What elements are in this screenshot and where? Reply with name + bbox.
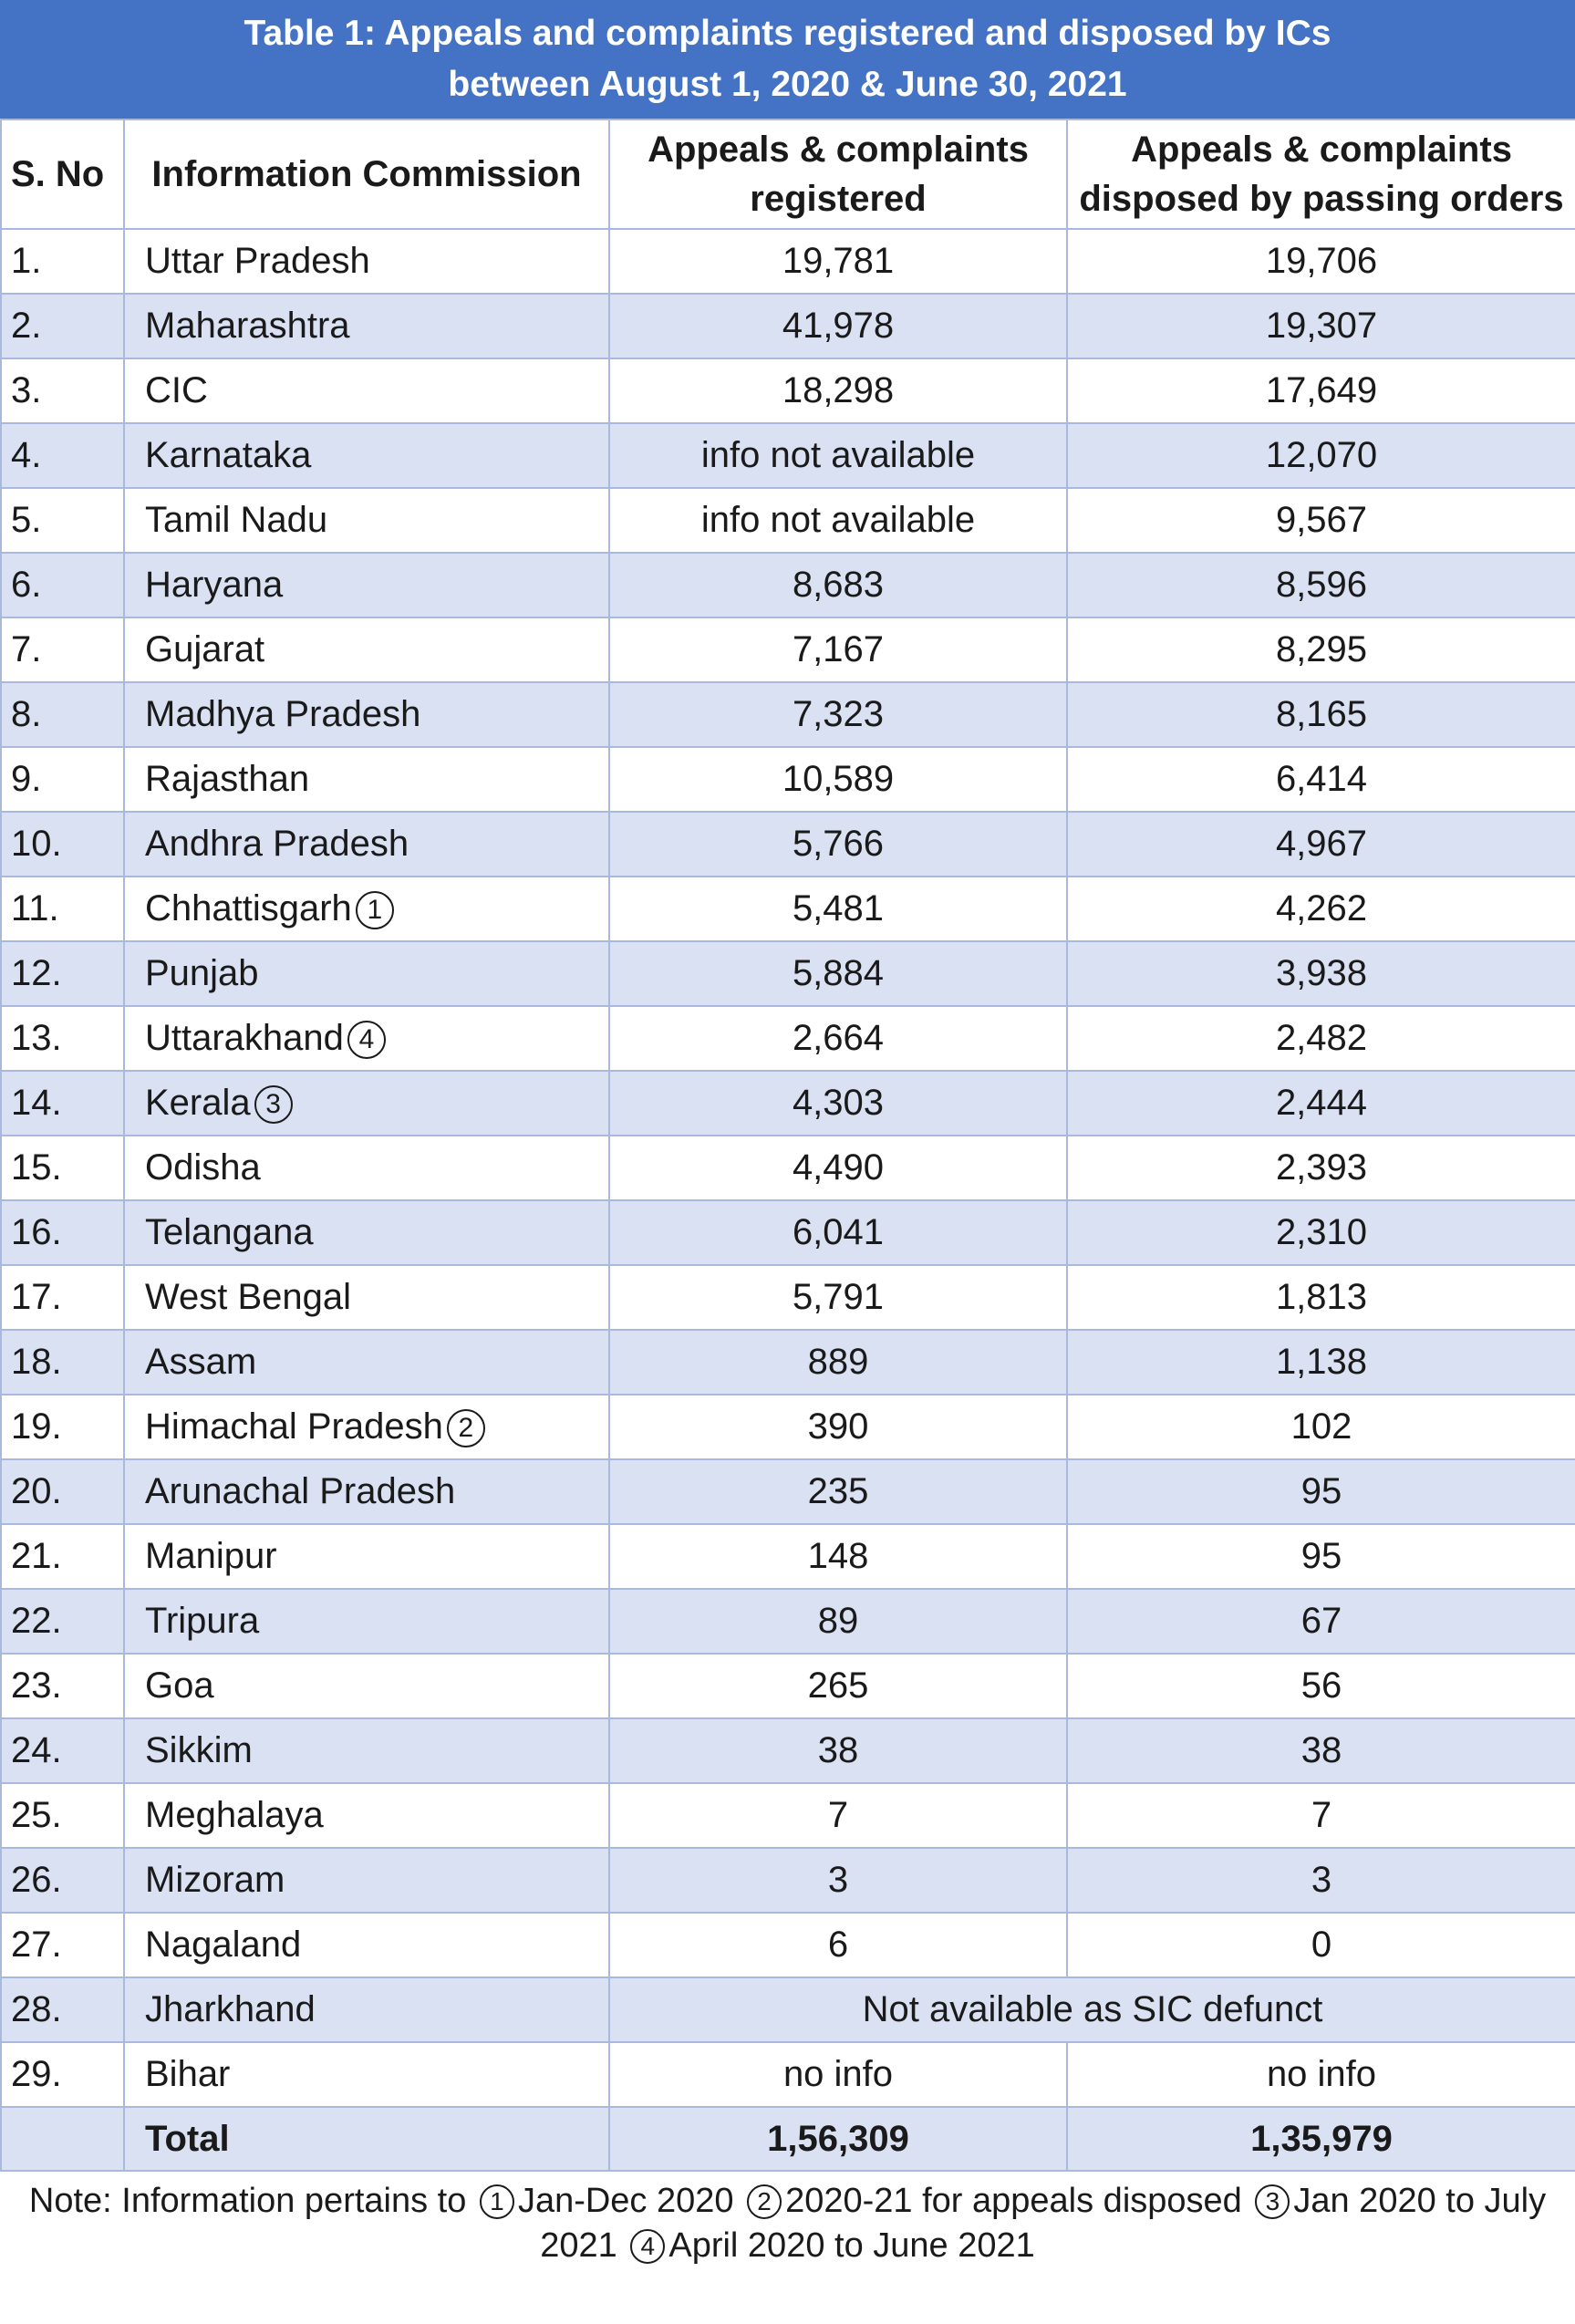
row-sno: 15. (1, 1136, 124, 1200)
row-sno: 3. (1, 358, 124, 423)
row-disposed: 17,649 (1067, 358, 1575, 423)
row-registered: 2,664 (609, 1006, 1067, 1071)
row-disposed: 12,070 (1067, 423, 1575, 488)
row-name-text: Haryana (145, 565, 284, 605)
row-disposed: 8,596 (1067, 553, 1575, 617)
table-row (1, 941, 1575, 1006)
row-registered: 265 (609, 1654, 1067, 1718)
note-text-1: Jan-Dec 2020 (517, 2182, 734, 2220)
row-sno: 27. (1, 1913, 124, 1977)
row-disposed: 95 (1067, 1459, 1575, 1524)
row-sno: 9. (1, 747, 124, 812)
total-sno-empty (1, 2107, 124, 2171)
row-registered: info not available (609, 488, 1067, 553)
row-disposed: 8,165 (1067, 682, 1575, 747)
row-sno: 25. (1, 1783, 124, 1848)
note-text-2: 2020-21 for appeals disposed (785, 2182, 1242, 2220)
row-disposed: 3,938 (1067, 941, 1575, 1006)
row-name-text: Himachal Pradesh (145, 1406, 443, 1447)
table-row-bihar (1, 2042, 1575, 2107)
row-name-text: Nagaland (145, 1925, 302, 1965)
row-sno: 1. (1, 229, 124, 294)
row-registered: info not available (609, 423, 1067, 488)
header-commission: Information Commission (124, 119, 609, 229)
note-prefix: Note: Information pertains to (28, 2182, 467, 2220)
row-disposed: 8,295 (1067, 617, 1575, 682)
row-disposed: 2,482 (1067, 1006, 1575, 1071)
table-row (1, 1265, 1575, 1330)
row-sno: 24. (1, 1718, 124, 1783)
row-disposed: 1,138 (1067, 1330, 1575, 1395)
note-marker-3: 3 (1255, 2184, 1290, 2219)
row-name (124, 1654, 609, 1718)
row-name-text: Kerala (145, 1083, 251, 1123)
note-line1 (0, 2179, 1575, 2224)
row-name-text: Mizoram (145, 1860, 285, 1900)
row-disposed: 1,813 (1067, 1265, 1575, 1330)
row-name-text: Gujarat (145, 629, 265, 669)
row-name (124, 1200, 609, 1265)
row-disposed: 102 (1067, 1395, 1575, 1459)
row-name (124, 877, 609, 941)
row-name-text: Karnataka (145, 435, 312, 475)
row-sno: 5. (1, 488, 124, 553)
row-name (124, 1330, 609, 1395)
row-sno: 23. (1, 1654, 124, 1718)
total-label: Total (124, 2107, 609, 2171)
row-name-text: Goa (145, 1665, 214, 1706)
table-row (1, 617, 1575, 682)
row-registered: 18,298 (609, 358, 1067, 423)
header-disposed-line1: Appeals & complaints (1131, 130, 1512, 170)
table-row (1, 1913, 1575, 1977)
table-row (1, 423, 1575, 488)
row-sno: 16. (1, 1200, 124, 1265)
row-disposed: 56 (1067, 1654, 1575, 1718)
table-title (0, 0, 1575, 119)
row-sno: 20. (1, 1459, 124, 1524)
row-sno: 13. (1, 1006, 124, 1071)
row-name (124, 1006, 609, 1071)
row-sno: 7. (1, 617, 124, 682)
row-name: Jharkhand (124, 1977, 609, 2042)
table-row (1, 1071, 1575, 1136)
table-row (1, 488, 1575, 553)
row-name-text: Chhattisgarh (145, 888, 352, 929)
row-sno: 11. (1, 877, 124, 941)
row-sno: 12. (1, 941, 124, 1006)
row-registered: 10,589 (609, 747, 1067, 812)
row-name-text: Odisha (145, 1147, 261, 1188)
table-title-line2: between August 1, 2020 & June 30, 2021 (448, 65, 1127, 104)
row-registered: 19,781 (609, 229, 1067, 294)
note-text-4: April 2020 to June 2021 (668, 2226, 1035, 2265)
row-name (124, 229, 609, 294)
row-sno: 22. (1, 1589, 124, 1654)
row-name-text: Sikkim (145, 1730, 253, 1770)
row-registered: 148 (609, 1524, 1067, 1589)
row-name (124, 1265, 609, 1330)
row-sno: 18. (1, 1330, 124, 1395)
row-name-text: Andhra Pradesh (145, 824, 409, 864)
table-row (1, 294, 1575, 358)
row-sno: 6. (1, 553, 124, 617)
table-row (1, 1848, 1575, 1913)
row-registered: 4,303 (609, 1071, 1067, 1136)
row-disposed: 9,567 (1067, 488, 1575, 553)
row-name-text: Uttar Pradesh (145, 241, 370, 281)
row-disposed: no info (1067, 2042, 1575, 2107)
table-row (1, 553, 1575, 617)
row-disposed: 2,393 (1067, 1136, 1575, 1200)
row-name (124, 423, 609, 488)
row-disposed: 0 (1067, 1913, 1575, 1977)
table-note (0, 2172, 1575, 2268)
row-name (124, 1718, 609, 1783)
row-registered: no info (609, 2042, 1067, 2107)
row-registered: 235 (609, 1459, 1067, 1524)
row-registered: 5,884 (609, 941, 1067, 1006)
row-disposed: 67 (1067, 1589, 1575, 1654)
row-registered: 41,978 (609, 294, 1067, 358)
row-name (124, 747, 609, 812)
row-sno: 21. (1, 1524, 124, 1589)
header-registered-line2: registered (750, 179, 927, 219)
row-disposed: 2,444 (1067, 1071, 1575, 1136)
table-row (1, 747, 1575, 812)
table-row (1, 1589, 1575, 1654)
row-name (124, 553, 609, 617)
row-name-text: CIC (145, 370, 208, 410)
note-marker-1: 1 (480, 2184, 514, 2219)
row-disposed: 4,967 (1067, 812, 1575, 877)
row-name (124, 1071, 609, 1136)
table-row (1, 812, 1575, 877)
row-disposed: 19,706 (1067, 229, 1575, 294)
row-sno: 29. (1, 2042, 124, 2107)
total-disposed: 1,35,979 (1067, 2107, 1575, 2171)
row-name (124, 1913, 609, 1977)
row-disposed: 38 (1067, 1718, 1575, 1783)
note-text-3: Jan 2020 to July (1293, 2182, 1547, 2220)
row-sno: 17. (1, 1265, 124, 1330)
row-disposed: 2,310 (1067, 1200, 1575, 1265)
row-name (124, 941, 609, 1006)
row-name (124, 1848, 609, 1913)
footnote-marker: 1 (356, 891, 394, 929)
row-name-text: Punjab (145, 953, 259, 993)
row-name-text: Uttarakhand (145, 1018, 344, 1058)
row-registered: 38 (609, 1718, 1067, 1783)
row-registered: 390 (609, 1395, 1067, 1459)
table-row (1, 1459, 1575, 1524)
table-row (1, 1718, 1575, 1783)
row-name (124, 682, 609, 747)
row-name (124, 488, 609, 553)
note-marker-2: 2 (747, 2184, 782, 2219)
row-name (124, 1589, 609, 1654)
row-disposed: 95 (1067, 1524, 1575, 1589)
header-sno: S. No (1, 119, 124, 229)
appeals-table (0, 119, 1575, 2172)
row-name (124, 1783, 609, 1848)
row-disposed: 6,414 (1067, 747, 1575, 812)
table-title-line1: Table 1: Appeals and complaints registered and disposed by ICs (244, 14, 1331, 53)
row-name-text: West Bengal (145, 1277, 352, 1317)
row-registered: 5,766 (609, 812, 1067, 877)
table-row (1, 1330, 1575, 1395)
row-name (124, 358, 609, 423)
table-row (1, 1006, 1575, 1071)
table-row (1, 877, 1575, 941)
footnote-marker: 4 (347, 1021, 386, 1059)
row-name-text: Maharashtra (145, 306, 350, 346)
header-registered (609, 119, 1067, 229)
note-line2 (0, 2224, 1575, 2268)
row-name (124, 1524, 609, 1589)
row-name (124, 1136, 609, 1200)
row-name (124, 617, 609, 682)
row-name-text: Madhya Pradesh (145, 694, 421, 734)
row-registered: 7 (609, 1783, 1067, 1848)
note-text-3b: 2021 (540, 2226, 617, 2265)
row-name-text: Assam (145, 1342, 257, 1382)
row-name-text: Tamil Nadu (145, 500, 328, 540)
row-sno: 14. (1, 1071, 124, 1136)
row-merged-status: Not available as SIC defunct (609, 1977, 1575, 2042)
table-row-jharkhand (1, 1977, 1575, 2042)
total-registered: 1,56,309 (609, 2107, 1067, 2171)
footnote-marker: 3 (254, 1085, 293, 1124)
row-disposed: 19,307 (1067, 294, 1575, 358)
row-disposed: 4,262 (1067, 877, 1575, 941)
row-name (124, 294, 609, 358)
table-row (1, 358, 1575, 423)
row-name-text: Tripura (145, 1601, 260, 1641)
row-registered: 8,683 (609, 553, 1067, 617)
row-name-text: Meghalaya (145, 1795, 324, 1835)
row-sno: 10. (1, 812, 124, 877)
header-registered-line1: Appeals & complaints (648, 130, 1029, 170)
row-registered: 5,481 (609, 877, 1067, 941)
table-row (1, 1395, 1575, 1459)
row-name: Bihar (124, 2042, 609, 2107)
row-name-text: Telangana (145, 1212, 314, 1252)
row-registered: 7,323 (609, 682, 1067, 747)
row-registered: 89 (609, 1589, 1067, 1654)
table-row (1, 1136, 1575, 1200)
table-row (1, 1783, 1575, 1848)
row-registered: 5,791 (609, 1265, 1067, 1330)
row-sno: 4. (1, 423, 124, 488)
row-sno: 26. (1, 1848, 124, 1913)
row-name-text: Rajasthan (145, 759, 310, 799)
row-name (124, 1459, 609, 1524)
row-sno: 28. (1, 1977, 124, 2042)
row-sno: 2. (1, 294, 124, 358)
table-row (1, 682, 1575, 747)
row-registered: 6 (609, 1913, 1067, 1977)
row-sno: 8. (1, 682, 124, 747)
note-marker-4: 4 (630, 2229, 665, 2264)
row-name-text: Arunachal Pradesh (145, 1471, 456, 1511)
row-registered: 7,167 (609, 617, 1067, 682)
row-name (124, 1395, 609, 1459)
total-row (1, 2107, 1575, 2171)
row-sno: 19. (1, 1395, 124, 1459)
row-name (124, 812, 609, 877)
row-registered: 6,041 (609, 1200, 1067, 1265)
header-row (1, 119, 1575, 229)
row-registered: 3 (609, 1848, 1067, 1913)
row-registered: 889 (609, 1330, 1067, 1395)
row-disposed: 7 (1067, 1783, 1575, 1848)
row-disposed: 3 (1067, 1848, 1575, 1913)
row-registered: 4,490 (609, 1136, 1067, 1200)
table-row (1, 1654, 1575, 1718)
footnote-marker: 2 (447, 1409, 485, 1447)
table-row (1, 229, 1575, 294)
header-disposed-line2: disposed by passing orders (1079, 179, 1564, 219)
header-disposed (1067, 119, 1575, 229)
table-row (1, 1524, 1575, 1589)
row-name-text: Manipur (145, 1536, 277, 1576)
table-row (1, 1200, 1575, 1265)
